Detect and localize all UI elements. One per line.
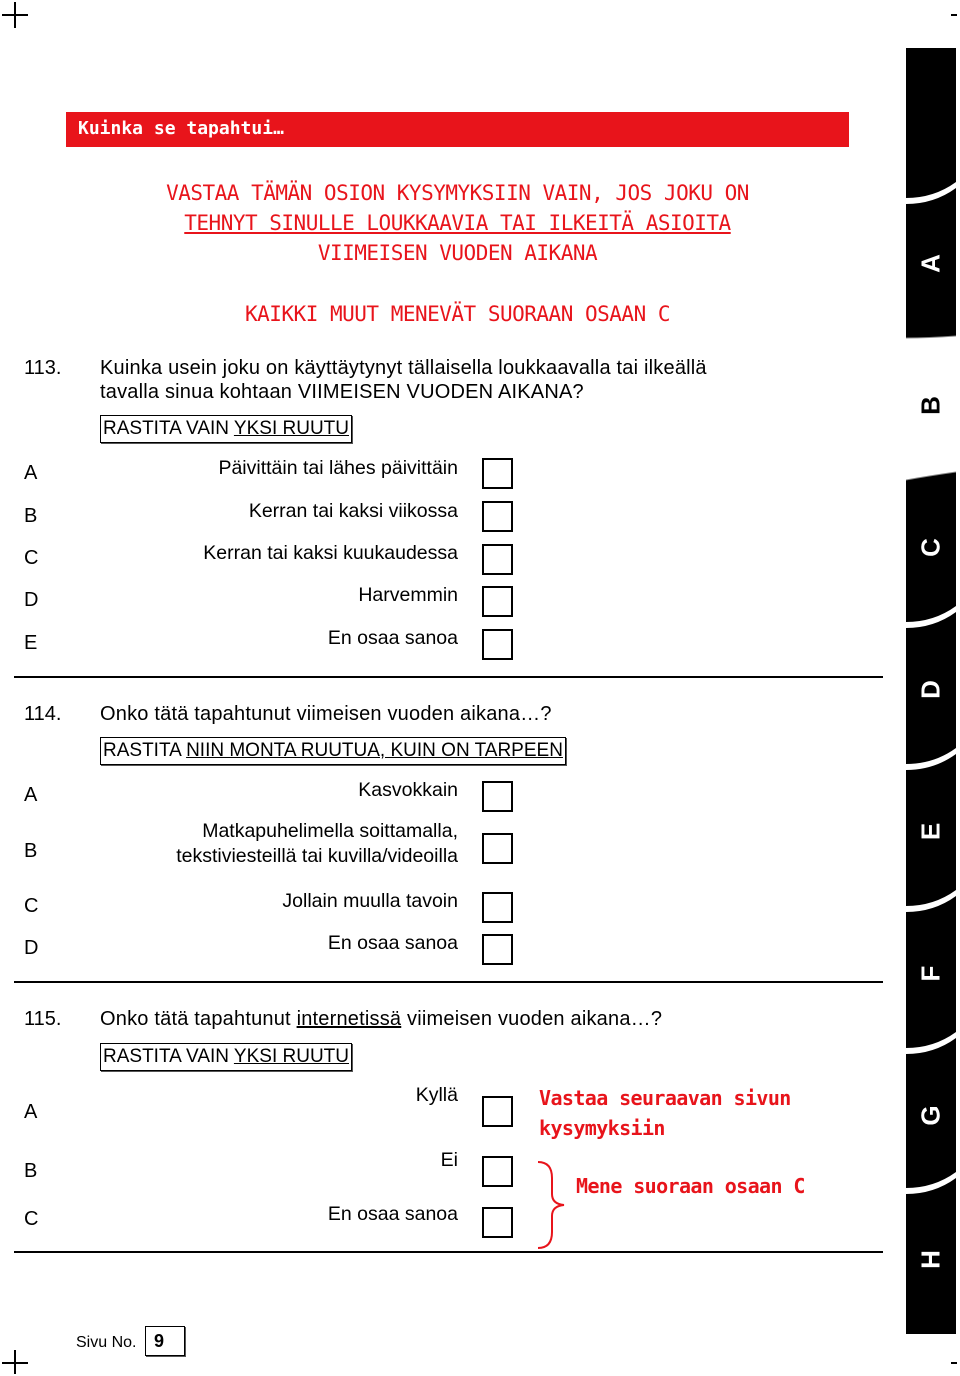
checkbox-114-a[interactable]: [482, 781, 513, 812]
option-letter: C: [24, 547, 39, 569]
option-letter: B: [24, 1160, 38, 1182]
crop-mark-bottom-right: [951, 1362, 957, 1364]
question-113-text-line1: Kuinka usein joku on käyttäytynyt tällaisella loukkaavalla tai ilkeällä: [100, 357, 707, 379]
tab-a[interactable]: A: [915, 254, 946, 273]
divider: [14, 676, 883, 678]
checkbox-113-b[interactable]: [482, 501, 513, 532]
page-number: 9: [145, 1326, 185, 1356]
option-label: Päivittäin tai lähes päivittäin: [218, 457, 458, 479]
intro-line-3: VIIMEISEN VUODEN AIKANA: [317, 241, 598, 265]
checkbox-113-a[interactable]: [482, 458, 513, 489]
tab-e[interactable]: E: [915, 822, 946, 841]
option-letter: B: [24, 840, 38, 862]
question-113-number: 113.: [24, 357, 62, 379]
option-letter: D: [24, 937, 39, 959]
tab-d[interactable]: D: [915, 680, 946, 699]
checkbox-113-c[interactable]: [482, 544, 513, 575]
option-label: En osaa sanoa: [327, 1203, 458, 1225]
instruction-text: RASTITA: [103, 740, 187, 761]
divider: [14, 1251, 883, 1253]
crop-mark-top-right: [951, 14, 957, 16]
tab-h[interactable]: H: [915, 1250, 946, 1269]
instruction-emphasis: YKSI RUUTU: [233, 418, 349, 439]
option-label: Harvemmin: [358, 584, 458, 606]
question-115-number: 115.: [24, 1008, 62, 1030]
question-115-text-post: viimeisen vuoden aikana…?: [401, 1008, 663, 1030]
option-letter: A: [24, 1101, 38, 1123]
checkbox-115-b[interactable]: [482, 1156, 513, 1187]
option-letter: B: [24, 505, 38, 527]
routing-note-yes-line2: kysymyksiin: [539, 1116, 665, 1140]
option-label: Kerran tai kaksi kuukaudessa: [203, 542, 458, 564]
tab-f[interactable]: F: [915, 965, 946, 982]
option-label: En osaa sanoa: [327, 932, 458, 954]
question-115-text-pre: Onko tätä tapahtunut: [100, 1008, 297, 1030]
instruction-emphasis: YKSI RUUTU: [233, 1046, 349, 1067]
section-title: Kuinka se tapahtui…: [78, 118, 284, 139]
question-113-instruction: [100, 415, 352, 443]
routing-note-skip: Mene suoraan osaan C: [576, 1174, 805, 1198]
checkbox-114-c[interactable]: [482, 892, 513, 923]
routing-note-yes-line1: Vastaa seuraavan sivun: [539, 1086, 791, 1110]
option-label: Matkapuhelimella soittamalla,: [202, 820, 458, 842]
instruction-text: RASTITA VAIN: [103, 1046, 234, 1067]
option-label: Jollain muulla tavoin: [282, 890, 458, 912]
option-label: Kasvokkain: [358, 779, 458, 801]
option-letter: A: [24, 462, 38, 484]
question-115-text-emphasis: internetissä: [296, 1008, 402, 1030]
option-label: Ei: [440, 1149, 458, 1171]
checkbox-113-d[interactable]: [482, 586, 513, 617]
instruction-emphasis: NIIN MONTA RUUTUA, KUIN ON TARPEEN: [186, 740, 563, 761]
option-letter: C: [24, 895, 39, 917]
option-letter: A: [24, 784, 38, 806]
checkbox-113-e[interactable]: [482, 629, 513, 660]
intro-skip-line: KAIKKI MUUT MENEVÄT SUORAAN OSAAN C: [244, 302, 670, 326]
tab-g[interactable]: G: [915, 1105, 946, 1126]
option-letter: E: [24, 632, 38, 654]
checkbox-115-a[interactable]: [482, 1096, 513, 1127]
question-113-text-line2: tavalla sinua kohtaan VIIMEISEN VUODEN AIKANA?: [100, 381, 584, 403]
question-114-text: Onko tätä tapahtunut viimeisen vuoden aikana…?: [100, 703, 552, 725]
option-label: En osaa sanoa: [327, 627, 458, 649]
option-label: Kyllä: [415, 1084, 458, 1106]
checkbox-114-b[interactable]: [482, 833, 513, 864]
divider: [14, 981, 883, 983]
option-label: Kerran tai kaksi viikossa: [248, 500, 458, 522]
section-header-bar: [66, 112, 849, 147]
question-115-instruction: [100, 1043, 352, 1071]
tab-c[interactable]: C: [915, 538, 946, 557]
checkbox-115-c[interactable]: [482, 1207, 513, 1238]
option-label: tekstiviesteillä tai kuvilla/videoilla: [176, 845, 458, 867]
question-115-text: [100, 1008, 662, 1031]
option-letter: D: [24, 589, 39, 611]
crop-mark-top-left-v: [14, 2, 16, 28]
intro-line-2: TEHNYT SINULLE LOUKKAAVIA TAI ILKEITÄ ASIOITA: [184, 211, 731, 235]
tab-b[interactable]: B: [915, 396, 946, 415]
crop-mark-bottom-left-v: [14, 1350, 16, 1374]
instruction-text: RASTITA VAIN: [103, 418, 234, 439]
question-114-instruction: [100, 737, 566, 765]
question-114-number: 114.: [24, 703, 62, 725]
option-letter: C: [24, 1208, 39, 1230]
brace-icon: [536, 1160, 570, 1250]
intro-line-1: VASTAA TÄMÄN OSION KYSYMYKSIIN VAIN, JOS JOKU ON: [166, 181, 749, 205]
checkbox-114-d[interactable]: [482, 934, 513, 965]
page-number-label: Sivu No.: [76, 1334, 137, 1351]
